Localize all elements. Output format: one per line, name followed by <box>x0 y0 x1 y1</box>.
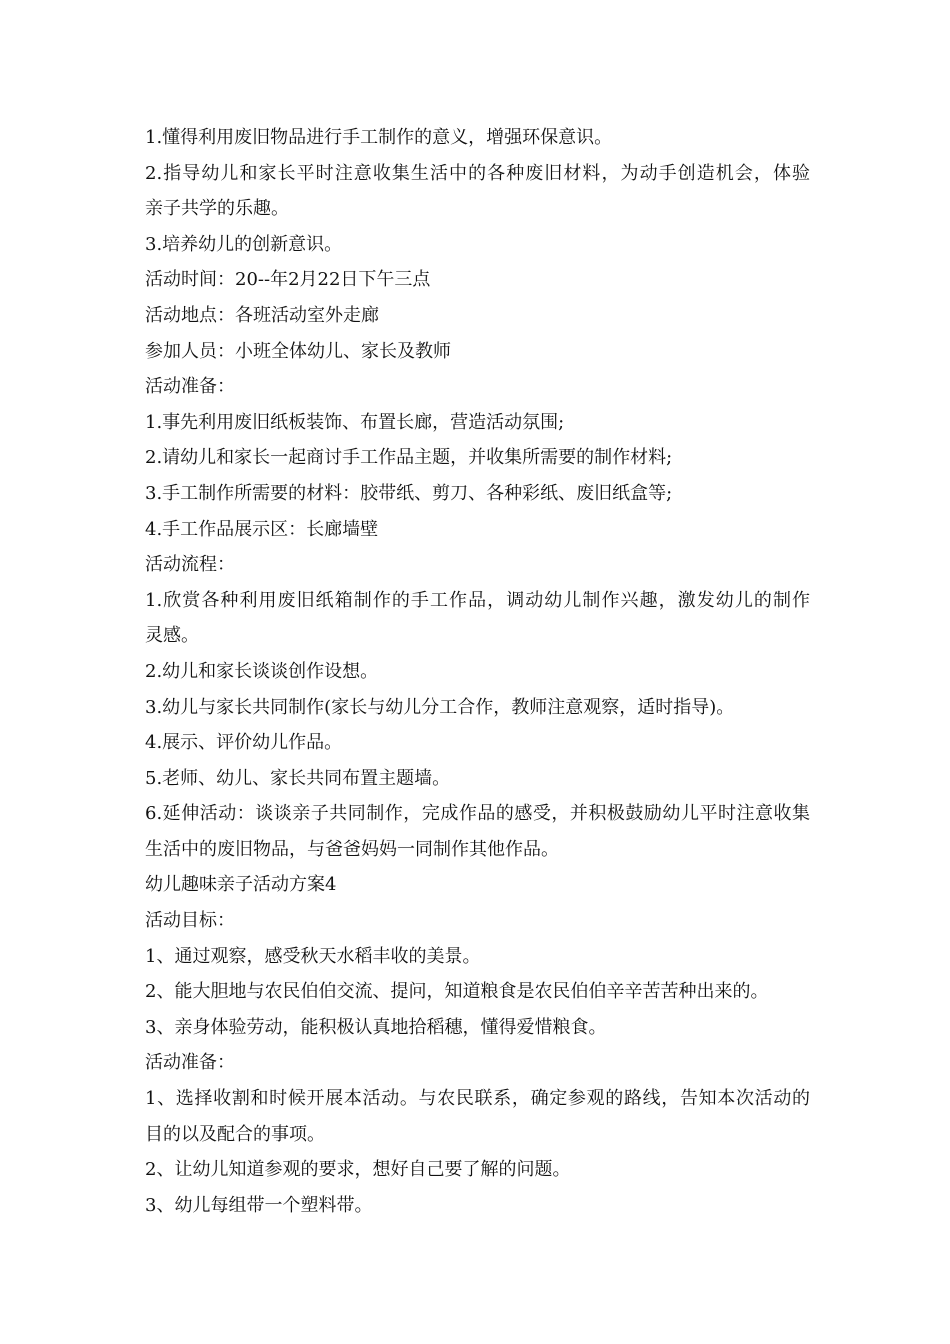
text-line: 1、通过观察，感受秋天水稻丰收的美景。 <box>145 945 481 967</box>
text-line: 3.手工制作所需要的材料：胶带纸、剪刀、各种彩纸、废旧纸盒等; <box>145 482 673 504</box>
text-line: 活动地点：各班活动室外走廊 <box>145 304 379 326</box>
text-line: 亲子共学的乐趣。 <box>145 198 289 220</box>
document-title: 幼儿趣味亲子活动方案4 <box>145 874 337 896</box>
text-line: 1.事先利用废旧纸板装饰、布置长廊，营造活动氛围; <box>145 411 565 433</box>
text-line: 4.手工作品展示区：长廊墙壁 <box>145 518 379 540</box>
text-line: 生活中的废旧物品，与爸爸妈妈一同制作其他作品。 <box>145 838 559 860</box>
text-line: 1.欣赏各种利用废旧纸箱制作的手工作品，调动幼儿制作兴趣，激发幼儿的制作 <box>145 589 810 611</box>
section-heading: 活动目标： <box>145 910 235 932</box>
text-line: 5.老师、幼儿、家长共同布置主题墙。 <box>145 767 451 789</box>
text-line: 3.培养幼儿的创新意识。 <box>145 233 343 255</box>
text-line: 2、让幼儿知道参观的要求，想好自己要了解的问题。 <box>145 1159 571 1181</box>
text-line: 6.延伸活动：谈谈亲子共同制作，完成作品的感受，并积极鼓励幼儿平时注意收集 <box>145 803 810 825</box>
section-heading: 活动准备： <box>145 1052 235 1074</box>
text-line: 4.展示、评价幼儿作品。 <box>145 732 343 754</box>
text-line: 2、能大胆地与农民伯伯交流、提问，知道粮食是农民伯伯辛辛苦苦种出来的。 <box>145 981 769 1003</box>
text-line: 2.请幼儿和家长一起商讨手工作品主题，并收集所需要的制作材料; <box>145 447 673 469</box>
text-line: 参加人员：小班全体幼儿、家长及教师 <box>145 340 451 362</box>
section-heading: 活动准备： <box>145 376 235 398</box>
text-line: 2.指导幼儿和家长平时注意收集生活中的各种废旧材料，为动手创造机会，体验 <box>145 162 810 184</box>
text-line: 活动时间：20--年2月22日下午三点 <box>145 269 431 291</box>
text-line: 3、幼儿每组带一个塑料带。 <box>145 1194 373 1216</box>
text-line: 3.幼儿与家长共同制作(家长与幼儿分工合作，教师注意观察，适时指导)。 <box>145 696 735 718</box>
section-heading: 活动流程： <box>145 554 235 576</box>
text-line: 1.懂得利用废旧物品进行手工制作的意义，增强环保意识。 <box>145 127 613 148</box>
text-line: 3、亲身体验劳动，能积极认真地拾稻穗，懂得爱惜粮食。 <box>145 1016 607 1038</box>
text-line: 1、选择收割和时候开展本活动。与农民联系，确定参观的路线，告知本次活动的 <box>145 1088 810 1110</box>
text-line: 灵感。 <box>145 625 199 647</box>
text-line: 目的以及配合的事项。 <box>145 1123 325 1145</box>
text-line: 2.幼儿和家长谈谈创作设想。 <box>145 660 379 682</box>
document-body <box>145 120 810 1223</box>
